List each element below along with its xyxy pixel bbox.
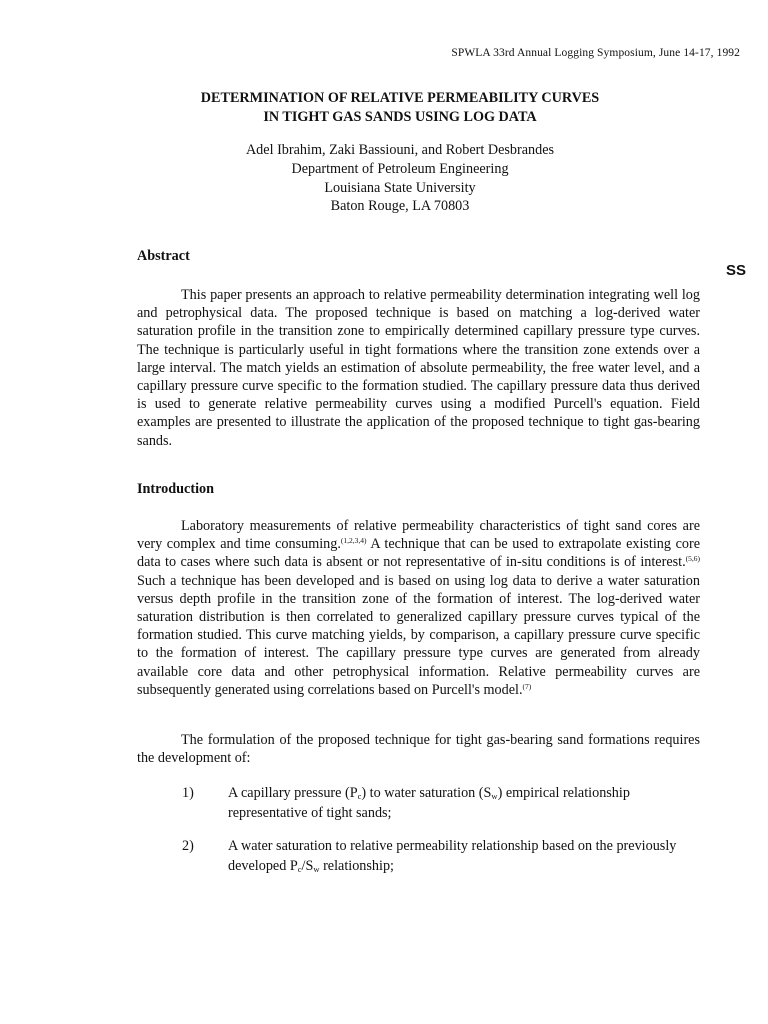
abstract-paragraph bbox=[137, 286, 700, 450]
introduction-paragraph-1 bbox=[137, 517, 700, 699]
intro-p1-part-c: Such a technique has been developed and is based on using log data to derive a water saturation versus depth profile in the transition zone of the formation of interest. The log-derived water saturation distribution is then correlated to generalized capillary pressure curves typical of the formation studied. This curve matching yields, by comparison, a capillary pressure curve specific to the formation of interest. The capillary pressure type curves are generated from already available core data and other petrophysical information. Relative permeability curves are subsequently generated using correlations based on Purcell's model. bbox=[137, 572, 700, 698]
abstract-heading: Abstract bbox=[137, 248, 190, 264]
running-header: SPWLA 33rd Annual Logging Symposium, June 14-17, 1992 bbox=[451, 47, 740, 59]
intro-p2-text: The formulation of the proposed technique for tight gas-bearing sand formations requires the development of: bbox=[137, 732, 700, 767]
list-item-number: 2) bbox=[182, 838, 194, 854]
intro-p1-part-b: A technique that can be used to extrapolate existing core data to cases where such data is absent or not representative of in-situ conditions is of interest. bbox=[137, 536, 700, 571]
author-university: Louisiana State University bbox=[324, 179, 476, 196]
citation-ref: (5,6) bbox=[685, 554, 700, 564]
title-line-1: DETERMINATION OF RELATIVE PERMEABILITY CURVES bbox=[200, 90, 600, 106]
author-names: Adel Ibrahim, Zaki Bassiouni, and Robert Desbrandes bbox=[245, 142, 555, 158]
paper-title bbox=[120, 89, 680, 127]
author-city: Baton Rouge, LA 70803 bbox=[330, 198, 470, 215]
author-block bbox=[120, 141, 680, 216]
list-item-text: A capillary pressure $(P_c)$ to water saturation $(S_w)$ empirical relationship representative of tight sands; bbox=[228, 785, 630, 821]
side-mark: SS bbox=[725, 262, 746, 279]
citation-ref: (7) bbox=[522, 681, 532, 691]
introduction-heading: Introduction bbox=[137, 481, 214, 497]
title-line-2: IN TIGHT GAS SANDS USING LOG DATA bbox=[263, 109, 537, 125]
citation-ref: (1,2,3,4) bbox=[340, 536, 367, 546]
intro-p1-part-a: Laboratory measurements of relative permeability characteristics of tight sand cores are very complex and time consuming. bbox=[137, 518, 700, 553]
list-item-number: 1) bbox=[182, 785, 194, 801]
author-department: Department of Petroleum Engineering bbox=[291, 160, 509, 177]
introduction-paragraph-2 bbox=[137, 731, 700, 767]
abstract-text: This paper presents an approach to relative permeability determination integrating well log and petrophysical data. The proposed technique is based on matching a log-derived water saturation profile in the transition zone to empirically determined capillary pressure type curves. The technique is particularly useful in tight formations where the transition zone extends over a large interval. The match yields an estimation of absolute permeability, the free water level, and a capillary pressure curve specific to the formation studied. The capillary pressure data thus derived is used to generate relative permeability curves using a modified Purcell's equation. Field examples are presented to illustrate the application of the proposed technique to tight gas-bearing sands. bbox=[137, 287, 700, 449]
list-item-text: A water saturation to relative permeability relationship based on the previously developed $P_c/S_w$ relationship; bbox=[228, 838, 677, 874]
